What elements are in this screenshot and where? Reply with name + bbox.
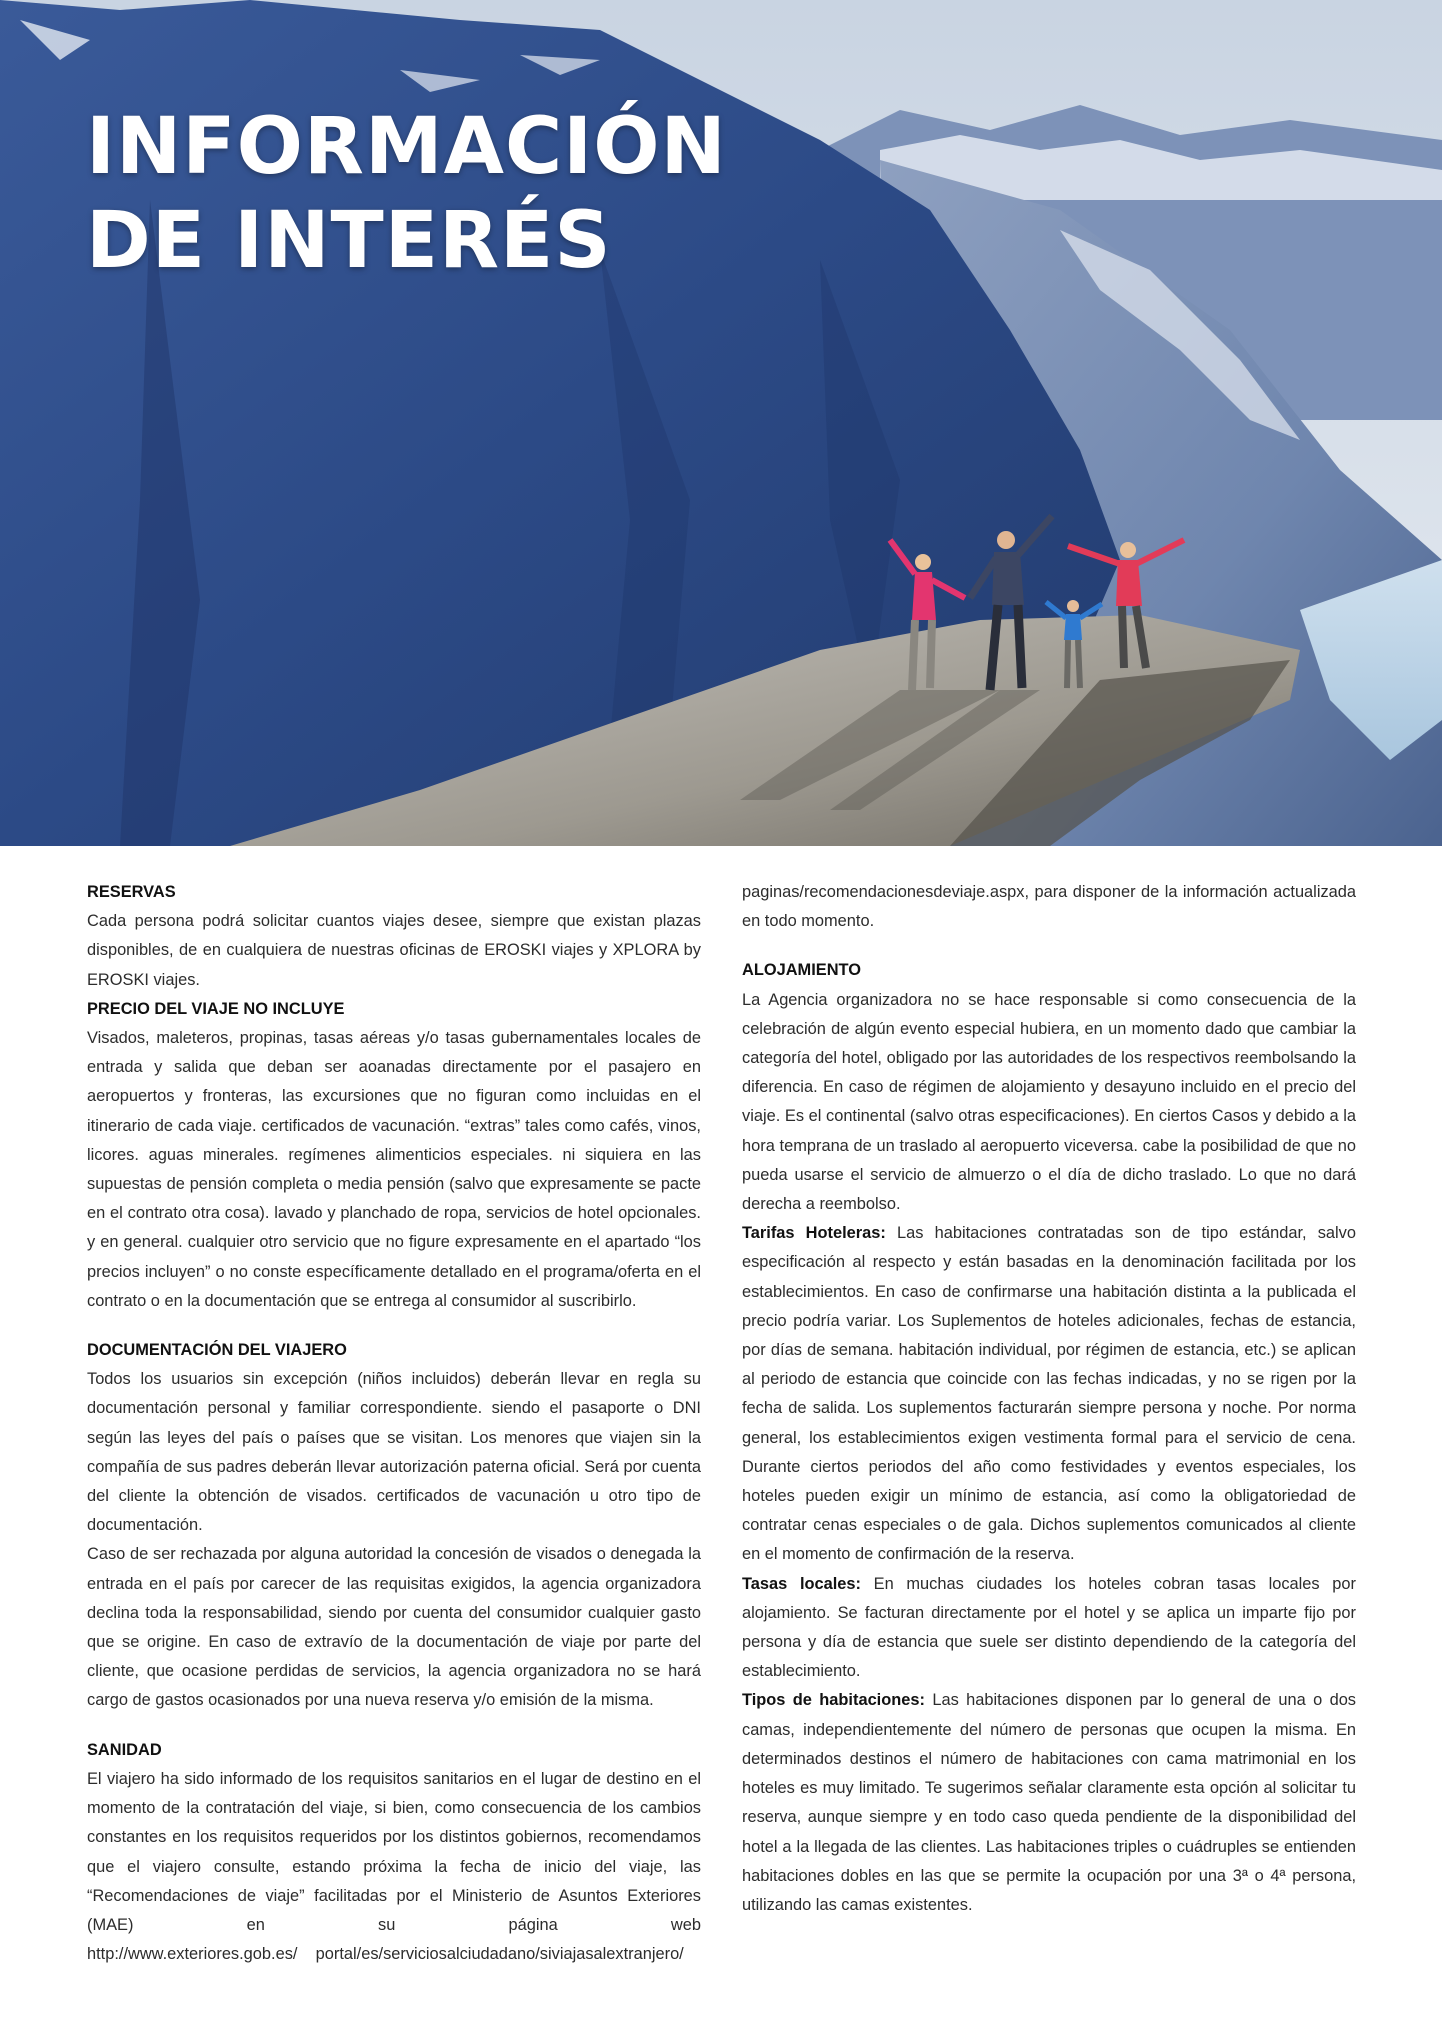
- section-text-sanidad: [87, 1765, 701, 1969]
- section-text-precio: Visados, maleteros, propinas, tasas aéreas y/o tasas gubernamentales locales de entrada y salida que deban ser aoanadas directamente por el pasajero en aeropuertos y fronteras, las excursiones que no figuran como incluidas en el itinerario de cada viaje. certificados de vacunación. “extras” tales como cafés, vinos, licores. aguas minerales. regímenes alimenticios especiales. ni siquiera en las supuestas de pensión completa o media pensión (salvo que expresamente se pacte en el contrato otra cosa). lavado y planchado de ropa, servicios de hotel opcionales. y en general. cualquier otro servicio que no figure expresamente en el apartado “los precios incluyen” o no conste específicamente detallado en el programa/oferta en el contrato o en la documentación que se entrega al consumidor al suscribirlo.: [87, 1029, 701, 1310]
- tasas-text: En muchas ciudades los hoteles cobran tasas locales por alojamiento. Se facturan directamente por el hotel y se aplica un imparte fijo por persona y día de estancia que suele ser distinto dependiendo de la categoría del establecimiento.: [742, 1574, 1356, 1681]
- page-title-line1: INFORMACIÓN: [86, 102, 727, 192]
- tipos-label: Tipos de habitaciones:: [742, 1691, 925, 1710]
- section-text-sanidad-cont: paginas/recomendacionesdeviaje.aspx, para disponer de la información actualizada en todo momento.: [742, 883, 1356, 931]
- tarifas-text: Las habitaciones contratadas son de tipo estándar, salvo especificación al respecto y están basadas en la denominación facilitada por los establecimientos. En caso de confirmarse una habitación distinta a la publicada el precio podría variar. Los Suplementos de hoteles adicionales, fechas de estancia, por días de semana. habitación individual, por régimen de estancia, etc.) se aplican al periodo de estancia que coincide con las fechas indicadas, y no se rigen por la fecha de salida. Los suplementos facturarán siempre persona y noche. Por norma general, los establecimientos exigen vestimenta formal para el servicio de cena. Durante ciertos periodos del año como festividades y eventos especiales, los hoteles pueden exigir un mínimo de estancia, así como la obligatoriedad de contratar cenas especiales o de gala. Dichos suplementos comunicados al cliente en el momento de confirmación de la reserva.: [742, 1224, 1356, 1564]
- sanidad-url: [87, 1945, 684, 1963]
- sanidad-url-part2: portal/es/serviciosalciudadano/siviajasalextranjero/: [315, 1945, 684, 1964]
- tipos-text: Las habitaciones disponen par lo general de una o dos camas, independientemente del número de personas que ocupen la misma. En determinados destinos el número de habitaciones con cama matrimonial en los hoteles es muy limitado. Te sugerimos señalar claramente esta opción al solicitar tu reserva, aunque siempre y en todo caso queda pendiente de la disponibilidad del hotel a la llegada de las clientes. Las habitaciones triples o cuádruples se entienden habitaciones dobles en las que se permite la ocupación por una 3ª o 4ª persona, utilizando las camas existentes.: [742, 1691, 1356, 1914]
- section-text-documentacion-2: Caso de ser rechazada por alguna autoridad la concesión de visados o denegada la entrada en el país por carecer de las requisitas exigidos, la agencia organizadora declina toda la responsabilidad, siendo por cuenta del consumidor cualquier gasto que se origine. En caso de extravío de la documentación de viaje por parte del cliente, que ocasione perdidas de servicios, la agencia organizadora no se hará cargo de gastos ocasionados por una nueva reserva y/o emisión de la misma.: [87, 1545, 701, 1710]
- sanidad-text: El viajero ha sido informado de los requisitos sanitarios en el lugar de destino en el momento de la contratación del viaje, si bien, como consecuencia de los cambios constantes en los requisitos requeridos por los distintos gobiernos, recomendamos que el viajero consulte, estando próxima la fecha de inicio del viaje, las “Recomendaciones de viaje” facilitadas por el Ministerio de Asuntos Exteriores (MAE) en su página web: [87, 1769, 701, 1934]
- section-text-tarifas: [742, 1219, 1356, 1569]
- section-heading-documentacion: DOCUMENTACIÓN DEL VIAJERO: [87, 1341, 347, 1360]
- section-heading-precio: PRECIO DEL VIAJE NO INCLUYE: [87, 999, 345, 1018]
- section-text-tipos: [742, 1686, 1356, 1920]
- tasas-label: Tasas locales:: [742, 1574, 861, 1593]
- section-text-reservas: Cada persona podrá solicitar cuantos viajes desee, siempre que existan plazas disponibles, de en cualquiera de nuestras oficinas de EROSKI viajes y XPLORA by EROSKI viajes.: [87, 912, 701, 989]
- section-heading-alojamiento: ALOJAMIENTO: [742, 961, 861, 980]
- section-text-alojamiento: La Agencia organizadora no se hace responsable si como consecuencia de la celebración de algún evento especial hubiera, en un momento dado que cambiar la categoría del hotel, obligado por las autoridades de los respectivos reembolsando la diferencia. En caso de régimen de alojamiento y desayuno incluido en el precio del viaje. Es el continental (salvo otras especificaciones). En ciertos Casos y debido a la hora temprana de un traslado al aeropuerto viceversa. cabe la posibilidad de que no pueda usarse el servicio de almuerzo o el día de dicho traslado. Lo que no dará derecha a reembolso.: [742, 990, 1356, 1214]
- section-text-tasas: [742, 1570, 1356, 1687]
- right-column: [742, 878, 1356, 1920]
- left-column: [87, 878, 701, 1969]
- section-heading-reservas: RESERVAS: [87, 883, 176, 901]
- page-title: [86, 100, 727, 288]
- page-title-line2: DE INTERÉS: [86, 196, 612, 286]
- section-text-documentacion-1: Todos los usuarios sin excepción (niños incluidos) deberán llevar en regla su documentación personal y familiar correspondiente. siendo el pasaporte o DNI según las leyes del país o países que se visitan. Los menores que viajen sin la compañía de sus padres deberán llevar autorización paterna oficial. Será por cuenta del cliente la obtención de visados. certificados de vacunación u otro tipo de documentación.: [87, 1370, 701, 1535]
- tarifas-label: Tarifas Hoteleras:: [742, 1224, 886, 1243]
- hero-photo: [0, 0, 1442, 846]
- section-heading-sanidad: SANIDAD: [87, 1740, 162, 1759]
- sanidad-url-part1: http://www.exteriores.gob.es/: [87, 1945, 298, 1964]
